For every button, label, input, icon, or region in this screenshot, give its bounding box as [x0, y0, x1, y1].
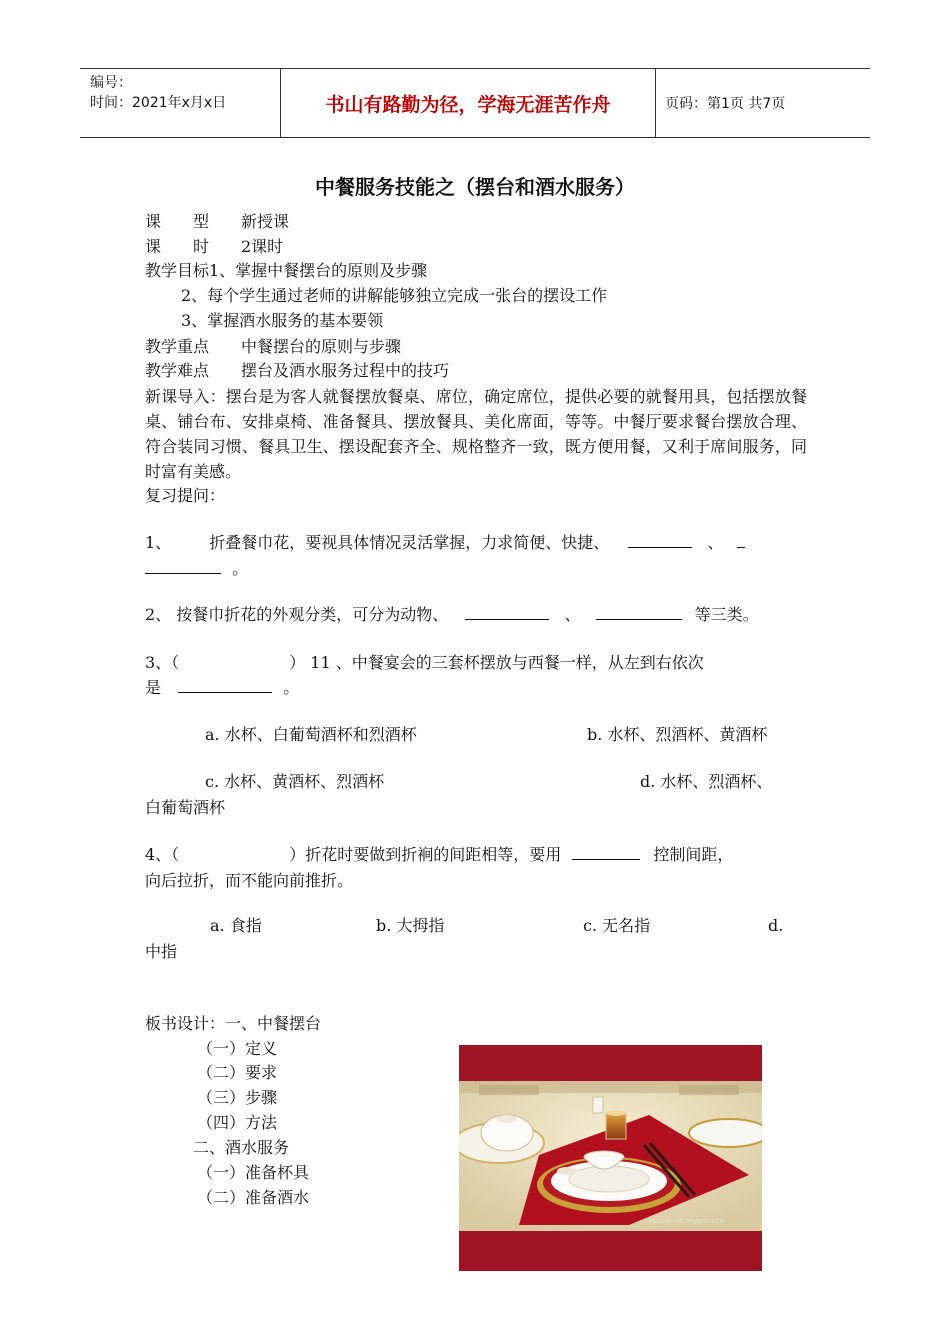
header-divider: [655, 69, 656, 137]
q4-num: 4、（: [145, 845, 180, 864]
header-meta: [90, 73, 226, 113]
number-label: 编号：: [90, 75, 132, 91]
header-divider: [280, 69, 281, 137]
q2-text: 2、 按餐巾折花的外观分类，可分为动物、: [145, 605, 449, 624]
q4-option-b[interactable]: b. 大拇指: [376, 916, 445, 935]
question-4-line2: 向后拉折，而不能向前推折。: [145, 871, 354, 890]
board-item: （一）定义: [197, 1039, 278, 1058]
q2-end: 等三类。: [694, 605, 759, 624]
question-1: [145, 531, 745, 555]
q1-blank-2a[interactable]: [737, 531, 745, 548]
q1-sep: 、: [707, 533, 724, 552]
header-motto: 书山有路勤为径，学海无涯苦作舟: [325, 93, 611, 116]
document-title: 中餐服务技能之（摆台和酒水服务）: [315, 175, 635, 199]
course-hours: 课 时 2课时: [145, 237, 284, 256]
q1-blank-2b[interactable]: [145, 557, 221, 574]
course-type: 课 型 新授课: [145, 212, 290, 231]
q4-option-d-cont: 中指: [145, 942, 178, 961]
board-item: （三）步骤: [197, 1088, 278, 1107]
intro-paragraph: 新课导入：摆台是为客人就餐摆放餐桌、席位，确定席位，提供必要的就餐用具，包括摆放餐桌、铺台布、安排桌椅、准备餐具、摆放餐具、美化席面，等等。中餐厅要求餐台摆放合理、符合装同习惯、餐具卫生、摆设配套齐全、规格整齐一致，既方便用餐，又利于席间服务，同时富有美感。: [145, 387, 807, 481]
board-item: （一）准备杯具: [197, 1163, 310, 1182]
question-3-line2: [145, 676, 299, 700]
q2-blank-2[interactable]: [596, 603, 682, 620]
q3-end: 。: [283, 678, 300, 697]
page-header: [80, 68, 870, 138]
q4-text: ）折花时要做到折裥的间距相等，要用: [289, 845, 562, 864]
q2-blank-1[interactable]: [465, 603, 549, 620]
question-4: [145, 843, 733, 867]
q4-text2: 控制间距，: [653, 845, 734, 864]
board-item: （二）准备酒水: [197, 1188, 310, 1207]
q3-option-c[interactable]: c. 水杯、黄酒杯、烈酒杯: [205, 772, 385, 791]
q3-option-d[interactable]: d. 水杯、烈酒杯、: [640, 772, 773, 791]
question-2: [145, 603, 759, 627]
board-item: （四）方法: [197, 1113, 278, 1132]
q1-text: 折叠餐巾花，要视具体情况灵活掌握，力求简便、快捷、: [209, 533, 610, 552]
q3-option-a[interactable]: a. 水杯、白葡萄酒杯和烈酒杯: [205, 725, 417, 744]
page-info: 页码：第1页 共7页: [665, 96, 786, 112]
q4-option-a[interactable]: a. 食指: [210, 916, 262, 935]
q3-blank[interactable]: [178, 676, 272, 693]
question-3: [145, 651, 704, 675]
q3-line2: 是: [145, 678, 162, 697]
q1-end: 。: [232, 559, 249, 578]
table-setting-photo: [459, 1045, 762, 1271]
q4-option-c[interactable]: c. 无名指: [583, 916, 651, 935]
q1-blank-1[interactable]: [628, 531, 692, 548]
q3-text: ） 11 、中餐宴会的三套杯摆放与西餐一样，从左到右依次: [289, 653, 704, 672]
photo-watermark: momo-art.mypoco.cn: [649, 1217, 725, 1225]
q3-num: 3、（: [145, 653, 180, 672]
q3-option-b[interactable]: b. 水杯、烈酒杯、黄酒杯: [587, 725, 768, 744]
q4-option-d[interactable]: d.: [768, 916, 784, 935]
goal-2: 2、每个学生通过老师的讲解能够独立完成一张台的摆设工作: [181, 286, 608, 305]
question-1-line2: [145, 557, 248, 581]
q3-option-d-cont: 白葡萄酒杯: [145, 798, 226, 817]
goal-1: 教学目标1、掌握中餐摆台的原则及步骤: [145, 261, 428, 280]
review-label: 复习提问：: [145, 486, 226, 505]
q1-num: 1、: [145, 533, 172, 552]
goal-3: 3、掌握酒水服务的基本要领: [181, 311, 384, 330]
q2-sep: 、: [564, 605, 581, 624]
board-title: 板书设计：一、中餐摆台: [145, 1014, 322, 1033]
table-setting-illustration: [459, 1045, 762, 1271]
key-point: 教学重点 中餐摆台的原则与步骤: [145, 337, 402, 356]
board-section-2: 二、酒水服务: [193, 1138, 290, 1157]
date-label: 时间：2021年x月x日: [90, 95, 227, 111]
board-item: （二）要求: [197, 1063, 278, 1082]
difficulty: 教学难点 摆台及酒水服务过程中的技巧: [145, 361, 450, 380]
q4-blank[interactable]: [572, 843, 640, 860]
